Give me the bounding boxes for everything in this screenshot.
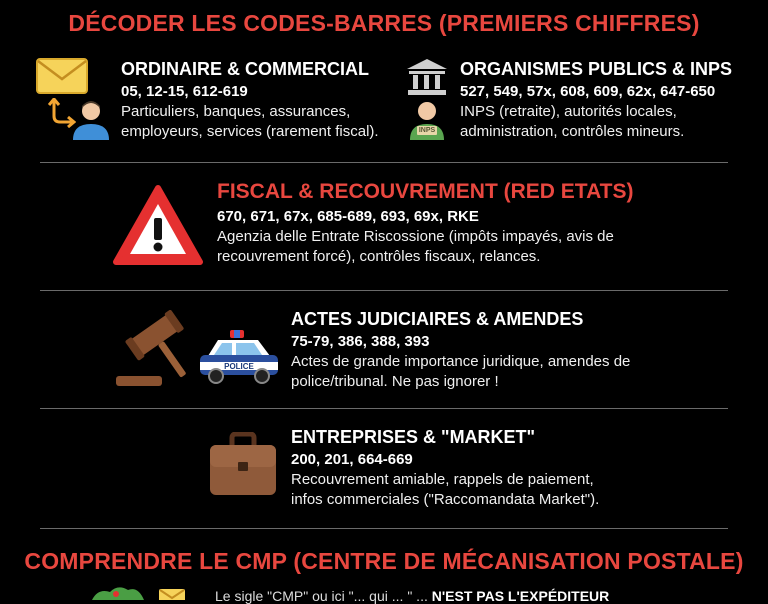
map-icon	[88, 584, 148, 600]
cmp-text	[215, 588, 609, 604]
police-label: POLICE	[224, 362, 254, 371]
public-desc-1: INPS (retraite), autorités locales,	[460, 103, 677, 120]
fiscal-desc-2: recouvrement forcé), contrôles fiscaux, relances.	[217, 248, 541, 265]
business-heading: ENTREPRISES & "MARKET"	[291, 427, 536, 447]
fiscal-codes: 670, 671, 67x, 685-689, 693, 69x, RKE	[217, 208, 479, 225]
divider-3	[40, 408, 728, 409]
cmp-title: COMPRENDRE LE CMP (CENTRE DE MÉCANISATION POSTALE)	[24, 548, 744, 574]
public-codes: 527, 549, 57x, 608, 609, 62x, 647-650	[460, 83, 716, 100]
inps-badge: INPS	[418, 127, 436, 134]
judicial-block	[291, 308, 731, 392]
fiscal-block	[217, 179, 737, 267]
ordinary-heading: ORDINAIRE & COMMERCIAL	[121, 59, 369, 79]
divider-2	[40, 290, 728, 291]
judicial-heading: ACTES JUDICIAIRES & AMENDES	[291, 309, 584, 329]
ordinary-desc-1: Particuliers, banques, assurances,	[121, 103, 351, 120]
fiscal-desc-1: Agenzia delle Entrate Riscossione (impôts impayés, avis de	[217, 228, 614, 245]
judicial-desc-1: Actes de grande importance juridique, amendes de	[291, 353, 631, 370]
main-title: DÉCODER LES CODES-BARRES (PREMIERS CHIFFRES)	[68, 10, 700, 36]
public-block	[460, 58, 760, 142]
government-building-icon	[405, 57, 449, 97]
business-desc-1: Recouvrement amiable, rappels de paiement,	[291, 471, 594, 488]
ordinary-codes: 05, 12-15, 612-619	[121, 83, 248, 100]
gavel-icon	[112, 310, 204, 388]
fiscal-heading: FISCAL & RECOUVREMENT (RED ETATS)	[217, 180, 634, 203]
briefcase-icon	[208, 432, 278, 498]
business-codes: 200, 201, 664-669	[291, 451, 413, 468]
person-icon	[70, 98, 112, 140]
judicial-desc-2: police/tribunal. Ne pas ignorer !	[291, 373, 499, 390]
envelope-icon	[36, 58, 88, 94]
divider-1	[40, 162, 728, 163]
business-block	[291, 426, 731, 510]
business-desc-2: infos commerciales ("Raccomandata Market").	[291, 491, 600, 508]
judicial-codes: 75-79, 386, 388, 393	[291, 333, 430, 350]
police-car-icon	[198, 328, 280, 386]
cmp-text-start: Le sigle "CMP" ou ici "... qui ... " ...	[215, 588, 432, 604]
divider-4	[40, 528, 728, 529]
envelope-small-icon	[158, 588, 186, 600]
inps-person-icon	[408, 100, 446, 140]
public-heading: ORGANISMES PUBLICS & INPS	[460, 59, 733, 79]
cmp-text-bold: N'EST PAS L'EXPÉDITEUR	[431, 588, 610, 604]
warning-icon	[112, 184, 204, 266]
ordinary-desc-2: employeurs, services (rarement fiscal).	[121, 123, 379, 140]
public-desc-2: administration, contrôles mineurs.	[460, 123, 685, 140]
ordinary-block	[121, 58, 401, 142]
